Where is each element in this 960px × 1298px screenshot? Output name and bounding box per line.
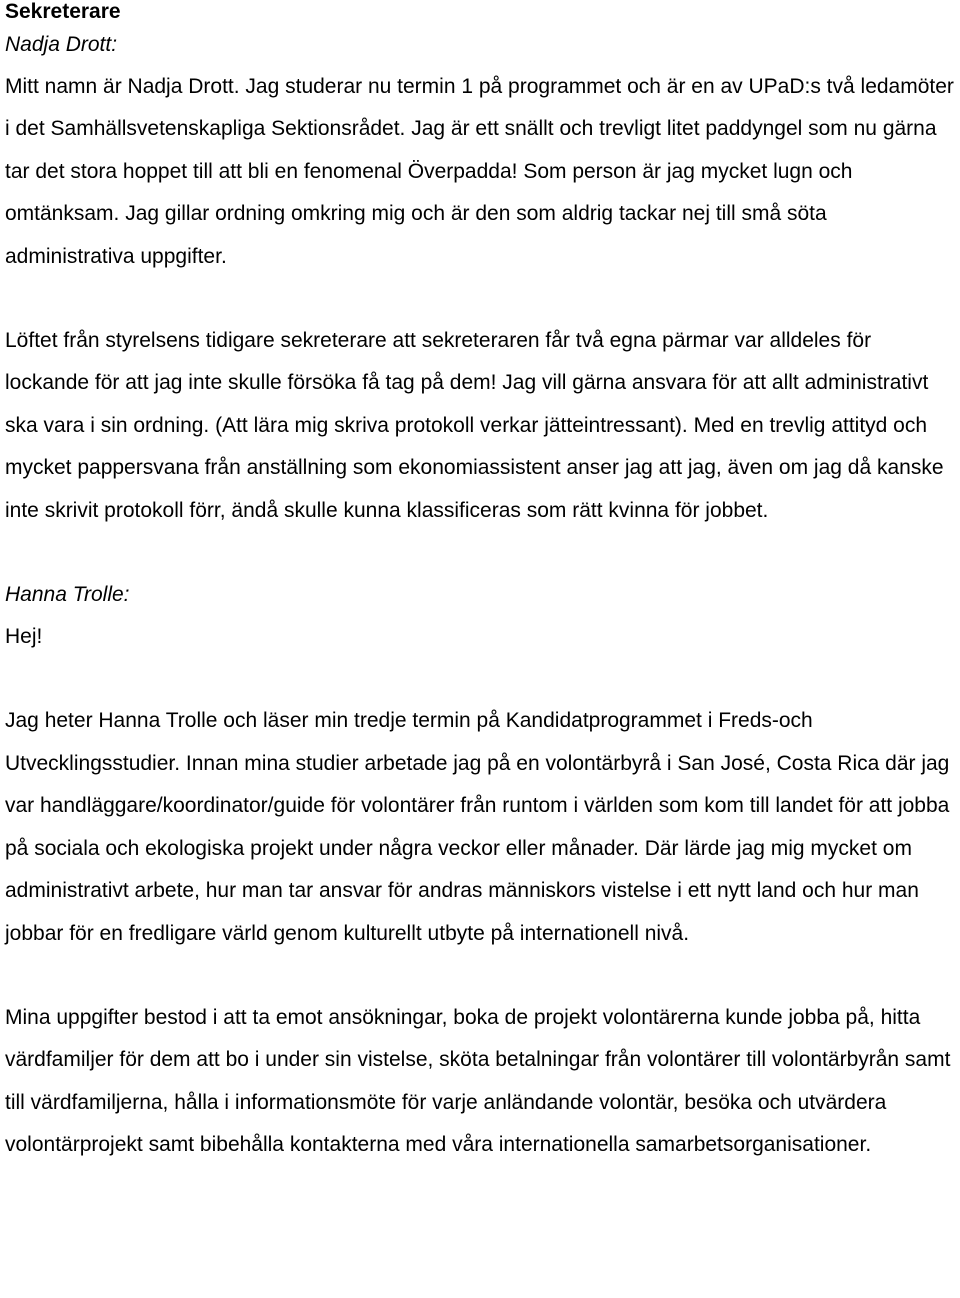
candidate-name-hanna: Hanna Trolle:	[5, 583, 130, 607]
hanna-greeting: Hej!	[5, 625, 43, 649]
hanna-paragraph-1: Jag heter Hanna Trolle och läser min tredje termin på Kandidatprogrammet i Freds-och Utvecklingsstudier. Innan mina studier arbetade jag på en volontärbyrå i San José, Costa Rica där jag var handläggare/koordinator/guide för volontärer från runtom i världen som kom till landet för att jobba på sociala och ekologiska projekt under några veckor eller månader. Där lärde jag mig mycket om administrativt arbete, hur man tar ansvar för andras människors vistelse i ett nytt land och hur man jobbar för en fredligare värld genom kulturellt utbyte på internationell nivå.	[5, 709, 950, 945]
page-title: Sekreterare	[5, 0, 121, 23]
nadja-paragraph-2: Löftet från styrelsens tidigare sekreterare att sekreteraren får två egna pärmar var alldeles för lockande för att jag inte skulle försöka få tag på dem! Jag vill gärna ansvara för att allt administrativt ska vara i sin ordning. (Att lära mig skriva protokoll verkar jätteintressant). Med en trevlig attityd och mycket pappersvana från anställning som ekonomiassistent anser jag att jag, även om jag då kanske inte skrivit protokoll förr, ändå skulle kunna klassificeras som rätt kvinna för jobbet.	[5, 329, 944, 522]
nadja-paragraph-1: Mitt namn är Nadja Drott. Jag studerar nu termin 1 på programmet och är en av UPaD:s två ledamöter i det Samhällsvetenskapliga Sektionsrådet. Jag är ett snällt och trevligt litet paddyngel som nu gärna tar det stora hoppet till att bli en fenomenal Överpadda! Som person är jag mycket lugn och omtänksam. Jag gillar ordning omkring mig och är den som aldrig tackar nej till små söta administrativa uppgifter.	[5, 75, 954, 268]
hanna-paragraph-2: Mina uppgifter bestod i att ta emot ansökningar, boka de projekt volontärerna kunde jobba på, hitta värdfamiljer för dem att bo i under sin vistelse, sköta betalningar från volontärer till volontärbyrån samt till värdfamiljerna, hålla i informationsmöte för varje anländande volontär, besöka och utvärdera volontärprojekt samt bibehålla kontakterna med våra internationella samarbetsorganisationer.	[5, 1005, 951, 1157]
candidate-name-nadja: Nadja Drott:	[5, 33, 118, 56]
